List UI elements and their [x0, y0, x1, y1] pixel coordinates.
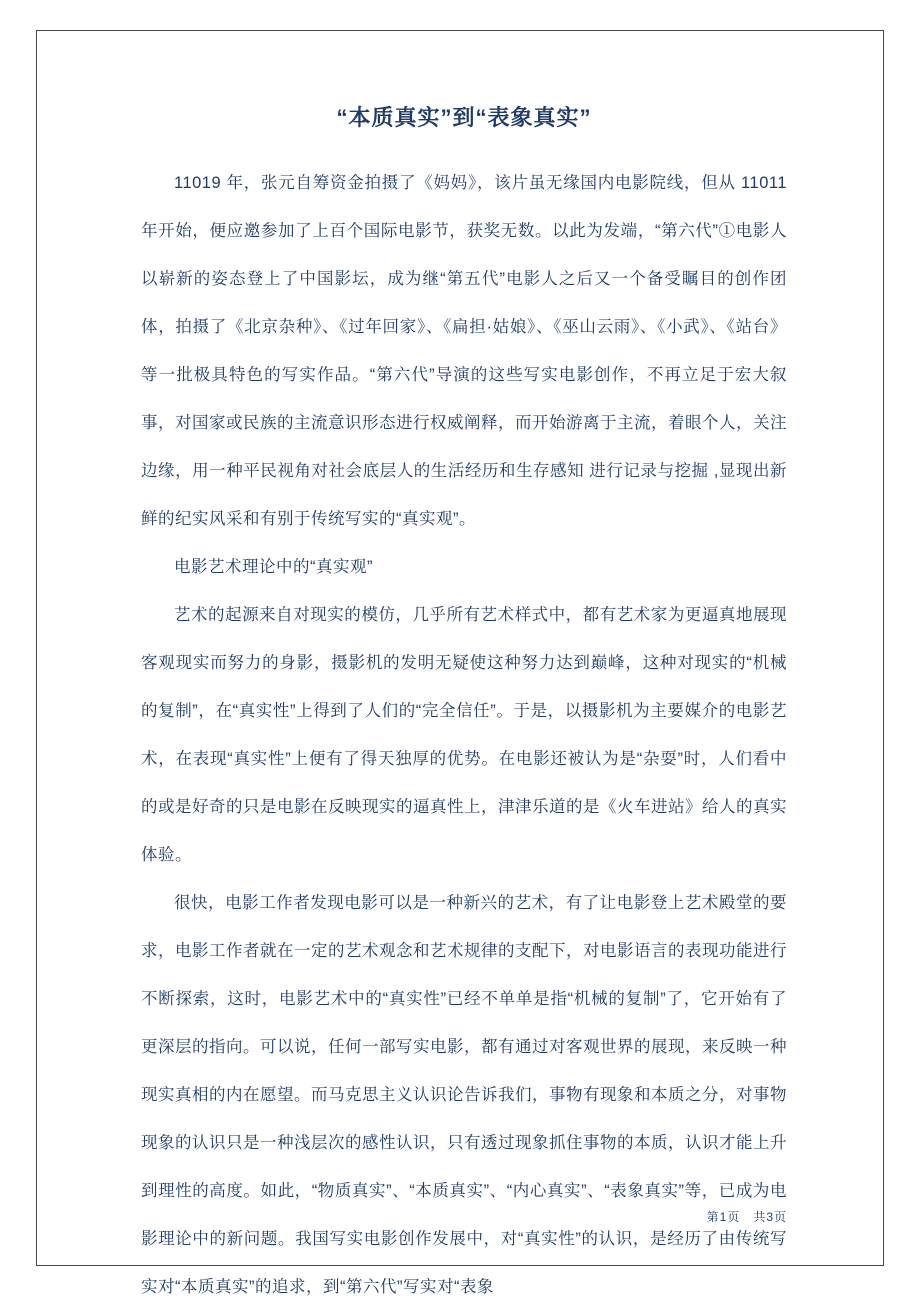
page-border [36, 30, 884, 1296]
page-footer: 第1页 共3页 [706, 1210, 787, 1224]
paragraph-art-origin: 艺术的起源来自对现实的模仿，几乎所有艺术样式中，都有艺术家为更逼真地展现客观现实而努力的身影，摄影机的发明无疑使这种努力达到巅峰，这种对现实的“机械的复制”，在“真实性”上得到了人们的“完全信任”。于是，以摄影机为主要媒介的电影艺术，在表现“真实性”上便有了得天独厚的优势。在电影还被认为是“杂耍”时，人们看中的或是好奇的只是电影在反映现实的逼真性上，津津乐道的是《火车进站》给人的真实体验。 [141, 606, 787, 864]
paragraph-section-heading: 电影艺术理论中的“真实观” [174, 558, 373, 576]
document-title: “本质真实”到“表象真实” [336, 105, 592, 130]
paragraph-intro: 11019 年，张元自筹资金拍摄了《妈妈》，该片虽无缘国内电影院线，但从 11011 年开始，便应邀参加了上百个国际电影节，获奖无数。以此为发端，“第六代”①电影人以崭新的姿态登上了中国影坛，成为继“第五代”电影人之后又一个备受瞩目的创作团体，拍摄了《北京杂种》、《过年回家》、《扁担·姑娘》、《巫山云雨》、《小武》、《站台》等一批极具特色的写实作品。“第六代”导演的这些写实电影创作，不再立足于宏大叙事，对国家或民族的主流意识形态进行权威阐释，而开始游离于主流，着眼个人，关注边缘，用一种平民视角对社会底层人的生活经历和生存感知 进行记录与挖掘 ,显现出新鲜的纪实风采和有别于传统写实的“真实观”。 [141, 174, 787, 528]
paragraph-film-theory: 很快，电影工作者发现电影可以是一种新兴的艺术，有了让电影登上艺术殿堂的要求，电影工作者就在一定的艺术观念和艺术规律的支配下，对电影语言的表现功能进行不断探索，这时，电影艺术中的“真实性”已经不单单是指“机械的复制”了，它开始有了更深层的指向。可以说，任何一部写实电影，都有通过对客观世界的展现，来反映一种现实真相的内在愿望。而马克思主义认识论告诉我们，事物有现象和本质之分，对事物现象的认识只是一种浅层次的感性认识，只有透过现象抓住事物的本质，认识才能上升到理性的高度。如此，“物质真实”、“本质真实”、“内心真实”、“表象真实”等，已成为电影理论中的新问题。我国写实电影创作发展中，对“真实性”的认识，是经历了由传统写实对“本质真实”的追求，到“第六代”写实对“表象 [141, 894, 787, 1296]
